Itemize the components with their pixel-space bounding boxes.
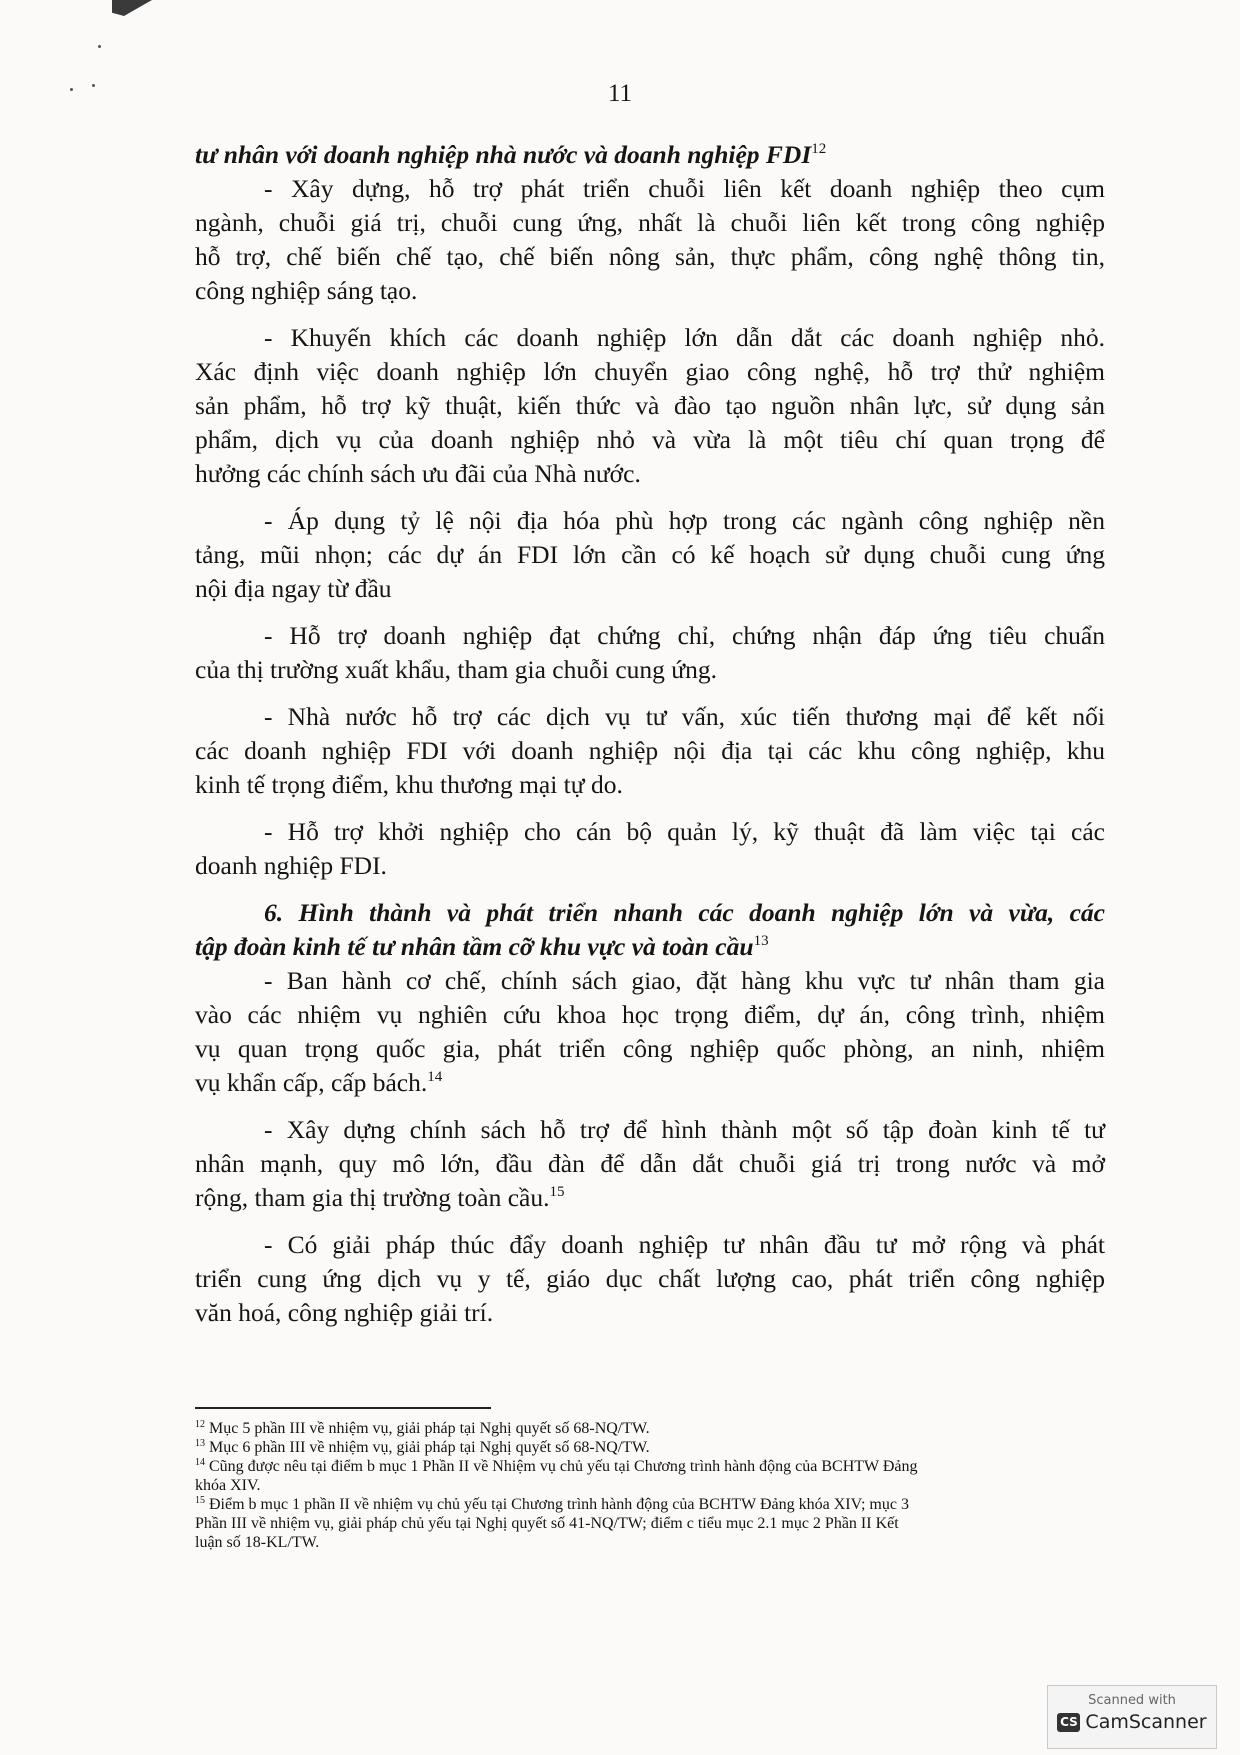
footnote: $^{13}$ Mục 6 phần III về nhiệm vụ, giải pháp tại Nghị quyết số 68-NQ/TW. xyxy=(195,1438,650,1456)
scan-mark xyxy=(112,0,152,16)
scan-speck xyxy=(98,45,101,48)
paragraph: - Nhà nước hỗ trợ các dịch vụ tư vấn, xúc tiến thương mại để kết nối các doanh nghiệp FDI với doanh nghiệp nội địa tại các khu công nghiệp, khu kinh tế trọng điểm, khu thương mại tự do. xyxy=(195,702,1105,799)
footnote: $^{15}$ Điểm b mục 1 phần II về nhiệm vụ chủ yếu tại Chương trình hành động của BCHTW Đảng khóa XIV; mục 3 Phần III về nhiệm vụ, giải pháp chủ yếu tại Nghị quyết số 41-NQ/TW; điểm c tiểu mục 2.1 mục 2 Phần II Kết luận số 18-KL/TW. xyxy=(195,1495,909,1551)
paragraph: - Áp dụng tỷ lệ nội địa hóa phù hợp trong các ngành công nghiệp nền tảng, mũi nhọn; các dự án FDI lớn cần có kế hoạch sử dụng chuỗi cung ứng nội địa ngay từ đầu xyxy=(195,506,1105,603)
page-number: 11 xyxy=(607,80,633,107)
paragraph: - Ban hành cơ chế, chính sách giao, đặt hàng khu vực tư nhân tham gia vào các nhiệm vụ nghiên cứu khoa học trọng điểm, dự án, công trình, nhiệm vụ quan trọng quốc gia, phát triển công nghiệp quốc phòng, an ninh, nhiệm vụ khẩn cấp, cấp bách.$^{14}$ xyxy=(195,966,1105,1097)
paragraph: - Khuyến khích các doanh nghiệp lớn dẫn dắt các doanh nghiệp nhỏ. Xác định việc doanh nghiệp lớn chuyển giao công nghệ, hỗ trợ thử nghiệm sản phẩm, hỗ trợ kỹ thuật, kiến thức và đào tạo nguồn nhân lực, sử dụng sản phẩm, dịch vụ của doanh nghiệp nhỏ và vừa là một tiêu chí quan trọng để hưởng các chính sách ưu đãi của Nhà nước. xyxy=(195,323,1105,488)
paragraph: - Xây dựng, hỗ trợ phát triển chuỗi liên kết doanh nghiệp theo cụm ngành, chuỗi giá trị, chuỗi cung ứng, nhất là chuỗi liên kết trong công nghiệp hỗ trợ, chế biến chế tạo, chế biến nông sản, thực phẩm, công nghệ thông tin, công nghiệp sáng tạo. xyxy=(195,174,1105,305)
paragraph: - Xây dựng chính sách hỗ trợ để hình thành một số tập đoàn kinh tế tư nhân mạnh, quy mô lớn, đầu đàn để dẫn dắt chuỗi giá trị trong nước và mở rộng, tham gia thị trường toàn cầu.$^{15}$ xyxy=(195,1115,1105,1212)
footnote-ref: 12 xyxy=(811,141,827,157)
footnote: $^{12}$ Mục 5 phần III về nhiệm vụ, giải pháp tại Nghị quyết số 68-NQ/TW. xyxy=(195,1419,650,1437)
footnote: $^{14}$ Cũng được nêu tại điểm b mục 1 Phần II về Nhiệm vụ chủ yếu tại Chương trình hành động của BCHTW Đảng khóa XIV. xyxy=(195,1457,918,1494)
heading-continuation: tư nhân với doanh nghiệp nhà nước và doanh nghiệp FDI$^{12}$ xyxy=(195,140,827,169)
paragraph: - Hỗ trợ doanh nghiệp đạt chứng chỉ, chứng nhận đáp ứng tiêu chuẩn của thị trường xuất khẩu, tham gia chuỗi cung ứng. xyxy=(195,621,1105,684)
footnote-separator xyxy=(195,1407,491,1409)
main-text xyxy=(195,138,1105,1330)
footnote-ref: 14 xyxy=(427,1069,443,1085)
paragraph: - Có giải pháp thúc đẩy doanh nghiệp tư nhân đầu tư mở rộng và phát triển cung ứng dịch vụ y tế, giáo dục chất lượng cao, phát triển công nghiệp văn hoá, công nghiệp giải trí. xyxy=(195,1230,1105,1327)
camscanner-watermark: Scanned with CS CamScanner xyxy=(1047,1685,1217,1749)
paragraph: - Hỗ trợ khởi nghiệp cho cán bộ quản lý, kỹ thuật đã làm việc tại các doanh nghiệp FDI. xyxy=(195,817,1105,880)
section-heading: 6. Hình thành và phát triển nhanh các doanh nghiệp lớn và vừa, các tập đoàn kinh tế tư nhân tầm cỡ khu vực và toàn cầu$^{13}$ xyxy=(195,898,1105,961)
footnote-ref: 15 xyxy=(549,1184,565,1200)
footnote-ref: 13 xyxy=(753,933,769,949)
footnotes xyxy=(195,1419,1105,1552)
camscanner-icon: CS xyxy=(1057,1713,1080,1732)
